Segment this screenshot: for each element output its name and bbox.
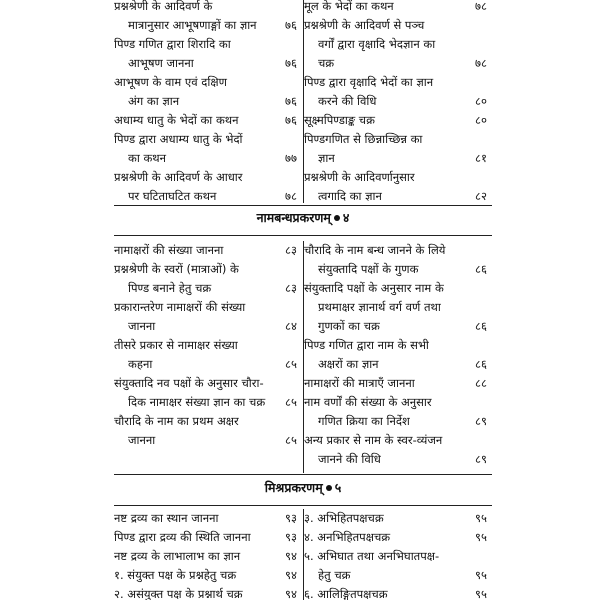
entry-text: प्रश्नश्रेणी के आदिवर्णानुसार [304,170,415,184]
entry-text: दिक नामाक्षर संख्या ज्ञान का चक्र [128,395,266,409]
index-entry [304,168,493,206]
page-number: ८० [475,94,487,108]
chapter-heading-4 [114,208,492,228]
index-entry [114,412,303,450]
entry-text: जानना [128,433,156,447]
page-number: ८५ [285,395,297,409]
entry-text: पर घटिताघटित कथन [128,189,217,203]
index-entry [304,509,493,528]
page-number: ७६ [285,113,297,127]
entry-text: अधाम्य धातु के भेदों का कथन [114,113,239,127]
page-number: ९४ [285,587,297,600]
entry-text: प्रथमाक्षर ज्ञानार्थ वर्ग वर्ण तथा [318,300,441,314]
section-3-entries [114,509,492,600]
index-entry [114,168,303,206]
entry-text: वर्गों द्वारा वृक्षादि भेदज्ञान का [318,37,436,51]
page-number: ८९ [475,452,487,466]
page-number: ७७ [285,151,297,165]
page-number: ८५ [285,433,297,447]
entry-text: का कथन [128,151,167,165]
index-entry [304,336,493,374]
entry-text: प्रकारान्तरेण नामाक्षरों की संख्या [114,300,246,314]
index-entry [304,585,493,600]
entry-text: जानने की विधि [318,452,381,466]
index-entry [304,130,493,168]
entry-text: आभूषण जानना [128,56,194,70]
entry-text: मात्रानुसार आभूषणाङ्गों का ज्ञान [128,18,257,32]
bullet-dot [326,485,332,491]
entry-text: पिण्ड द्वारा द्रव्य की स्थिति जानना [114,530,251,544]
entry-text: सूक्ष्मपिण्डाङ्क चक्र [304,113,375,127]
page-number: ७८ [475,0,487,13]
entry-text: संयुक्तादि नव पक्षों के अनुसार चौरा- [114,376,264,390]
section-rule [114,474,492,475]
index-entry [304,0,493,16]
entry-text: अन्य प्रकार से नाम के स्वर-व्यंजन [304,433,443,447]
entry-text: संयुक्तादि पक्षों के अनुसार नाम के [304,281,444,295]
index-entry [304,111,493,130]
chapter-title: नामबन्धप्रकरणम् [256,210,331,225]
page-number: ८५ [285,357,297,371]
entry-text: पिण्डगणित से छिन्नाच्छिन्न का [304,132,423,146]
page-number: ९३ [285,530,297,544]
index-entry [114,130,303,168]
page-number: ९५ [475,568,487,582]
page-number: ८४ [285,319,297,333]
entry-text: आभूषण के वाम एवं दक्षिण [114,75,227,89]
page-number: ८३ [285,281,297,295]
page-number: ७६ [285,18,297,32]
page-number: ८१ [475,151,487,165]
entry-text: ज्ञान [318,151,335,165]
page-number: ८८ [475,376,487,390]
index-entry [304,393,493,431]
entry-text: प्रश्नश्रेणी के आदिवर्ण से पञ्च [304,18,425,32]
section-1-left-column [114,0,303,206]
page-number: ७८ [285,189,297,203]
page-number: ९४ [285,568,297,582]
index-entry [304,241,493,279]
page-number: ८६ [475,262,487,276]
index-entry [114,298,303,336]
bullet-dot [334,215,340,221]
entry-text: हेतु चक्र [318,568,351,582]
index-entry [304,528,493,547]
entry-text: नाम वर्णों की संख्या के अनुसार [304,395,432,409]
index-entry [304,547,493,585]
index-entry [114,585,303,600]
page-number: ९५ [475,511,487,525]
section-3-right-column [304,509,493,600]
chapter-number: ५ [334,480,342,495]
index-entry [114,566,303,585]
chapter-title: मिश्रप्रकरणम् [264,480,323,495]
entry-text: कहना [128,357,153,371]
section-3-left-column [114,509,303,600]
chapter-number: ४ [342,210,350,225]
page-number: ७६ [285,56,297,70]
section-2-right-column [304,241,493,469]
index-entry [304,374,493,393]
page-number: ९४ [285,549,297,563]
index-entry [114,336,303,374]
index-entry [114,528,303,547]
entry-text: चक्र [318,56,335,70]
entry-text: नामाक्षरों की मात्राएँ जानना [304,376,415,390]
entry-text: त्वगादि का ज्ञान [318,189,382,203]
page-number: ८० [475,113,487,127]
entry-text: ६. आलिङ्गितपक्षचक्र [304,587,388,600]
page-number: ८३ [285,243,297,257]
index-entry [304,16,493,73]
entry-text: चौरादि के नाम बन्ध जानने के लिये [304,243,446,257]
page-number: ८९ [475,414,487,428]
index-entry [114,374,303,412]
chapter-heading-5 [114,478,492,498]
entry-text: नष्ट द्रव्य का स्थान जानना [114,511,219,525]
entry-text: प्रश्नश्रेणी के आदिवर्ण के आधार [114,170,243,184]
section-rule [114,235,492,236]
index-entry [114,547,303,566]
section-2-left-column [114,241,303,450]
page-number: ८६ [475,319,487,333]
page-number: ७८ [475,56,487,70]
index-entry [114,35,303,73]
entry-text: मूल के भेदों का कथन [304,0,394,13]
page-number: ८६ [475,357,487,371]
entry-text: १. संयुक्त पक्ष के प्रश्नहेतु चक्र [114,568,237,582]
index-entry [114,0,303,35]
page-number: ९३ [285,511,297,525]
section-1-entries [114,0,492,205]
entry-text: नामाक्षरों की संख्या जानना [114,243,224,257]
index-entry [114,241,303,260]
entry-text: गुणकों का चक्र [318,319,380,333]
entry-text: पिण्ड गणित द्वारा नाम के सभी [304,338,429,352]
entry-text: अक्षरों का ज्ञान [318,357,379,371]
section-rule [114,205,492,206]
page-number: ९५ [475,530,487,544]
entry-text: पिण्ड द्वारा अधाम्य धातु के भेदों [114,132,243,146]
entry-text: प्रश्नश्रेणी के स्वरों (मात्राओं) के [114,262,239,276]
entry-text: पिण्ड बनाने हेतु चक्र [128,281,212,295]
entry-text: ४. अनभिहितपक्षचक्र [304,530,391,544]
index-entry [304,431,493,469]
index-entry [114,509,303,528]
page-number: ७६ [285,94,297,108]
index-entry [304,73,493,111]
entry-text: संयुक्तादि पक्षों के गुणक [318,262,419,276]
entry-text: करने की विधि [318,94,377,108]
index-entry [114,111,303,130]
entry-text: तीसरे प्रकार से नामाक्षर संख्या [114,338,238,352]
entry-text: ५. अभिघात तथा अनभिघातपक्ष- [304,549,440,563]
entry-text: अंग का ज्ञान [128,94,180,108]
entry-text: जानना [128,319,156,333]
entry-text: नष्ट द्रव्य के लाभालाभ का ज्ञान [114,549,241,563]
entry-text: पिण्ड गणित द्वारा शिरादि का [114,37,231,51]
section-rule [114,505,492,506]
entry-text: २. असंयुक्त पक्ष के प्रश्नार्थ चक्र [114,587,243,600]
index-entry [304,279,493,336]
entry-text: ३. अभिहितपक्षचक्र [304,511,384,525]
entry-text: चौरादि के नाम का प्रथम अक्षर [114,414,239,428]
entry-text: गणित क्रिया का निर्देश [318,414,410,428]
index-entry [114,73,303,111]
entry-text: पिण्ड द्वारा वृक्षादि भेदों का ज्ञान [304,75,434,89]
section-2-entries [114,241,492,473]
page-number: ९५ [475,587,487,600]
page-number: ८२ [475,189,487,203]
index-entry [114,260,303,298]
entry-text: प्रश्नश्रेणी के आदिवर्ण के [114,0,213,13]
section-1-right-column [304,0,493,206]
